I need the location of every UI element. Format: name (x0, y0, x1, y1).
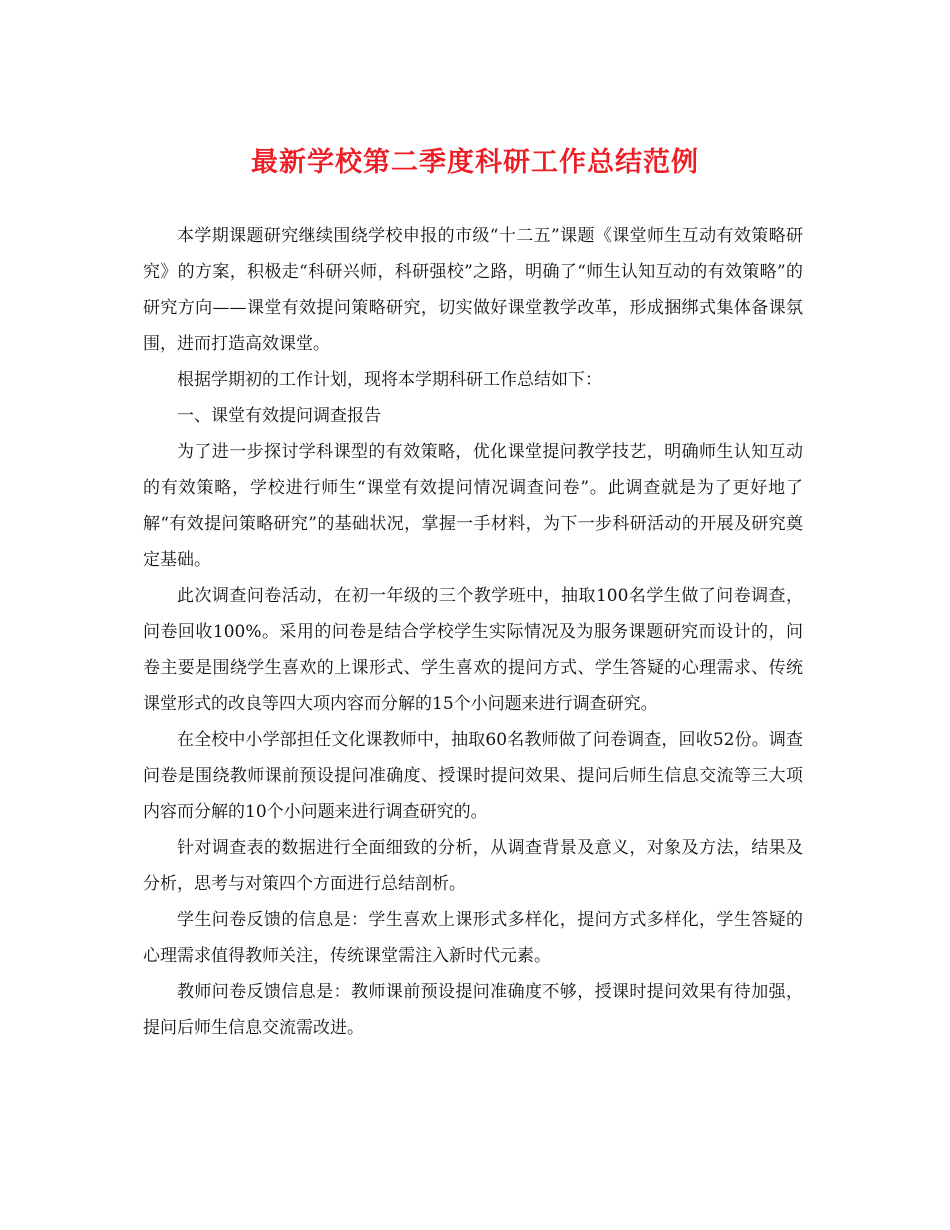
paragraph-student-feedback: 学生问卷反馈的信息是：学生喜欢上课形式多样化，提问方式多样化，学生答疑的心理需求值得教师关注，传统课堂需注入新时代元素。 (143, 910, 803, 966)
document-body (143, 218, 803, 1046)
paragraph-teacher-feedback: 教师问卷反馈信息是：教师课前预设提问准确度不够，授课时提问效果有待加强，提问后师生信息交流需改进。 (143, 982, 803, 1038)
paragraph-analysis: 针对调查表的数据进行全面细致的分析，从调查背景及意义，对象及方法，结果及分析，思考与对策四个方面进行总结剖析。 (143, 838, 803, 894)
paragraph-summary-lead: 根据学期初的工作计划，现将本学期科研工作总结如下： (177, 370, 602, 390)
paragraph-teacher-survey: 在全校中小学部担任文化课教师中，抽取60名教师做了问卷调查，回收52份。调查问卷是围绕教师课前预设提问准确度、授课时提问效果、提问后师生信息交流等三大项内容而分解的10个小问题来进行调查研究的。 (143, 730, 803, 822)
paragraph-intro: 本学期课题研究继续围绕学校申报的市级“十二五”课题《课堂师生互动有效策略研究》的方案，积极走“科研兴师，科研强校”之路，明确了“师生认知互动的有效策略”的研究方向——课堂有效提问策略研究，切实做好课堂教学改革，形成捆绑式集体备课氛围，进而打造高效课堂。 (143, 226, 803, 354)
section-heading-survey: 一、课堂有效提问调查报告 (177, 406, 381, 426)
paragraph-student-survey: 此次调查问卷活动，在初一年级的三个教学班中，抽取100名学生做了问卷调查，问卷回收100%。采用的问卷是结合学校学生实际情况及为服务课题研究而设计的，问卷主要是围绕学生喜欢的上课形式、学生喜欢的提问方式、学生答疑的心理需求、传统课堂形式的改良等四大项内容而分解的15个小问题来进行调查研究。 (143, 586, 803, 714)
paragraph-survey-purpose: 为了进一步探讨学科课型的有效策略，优化课堂提问教学技艺，明确师生认知互动的有效策略，学校进行师生“课堂有效提问情况调查问卷”。此调查就是为了更好地了解“有效提问策略研究”的基础状况，掌握一手材料，为下一步科研活动的开展及研究奠定基础。 (143, 442, 803, 570)
document-title: 最新学校第二季度科研工作总结范例 (251, 147, 699, 178)
